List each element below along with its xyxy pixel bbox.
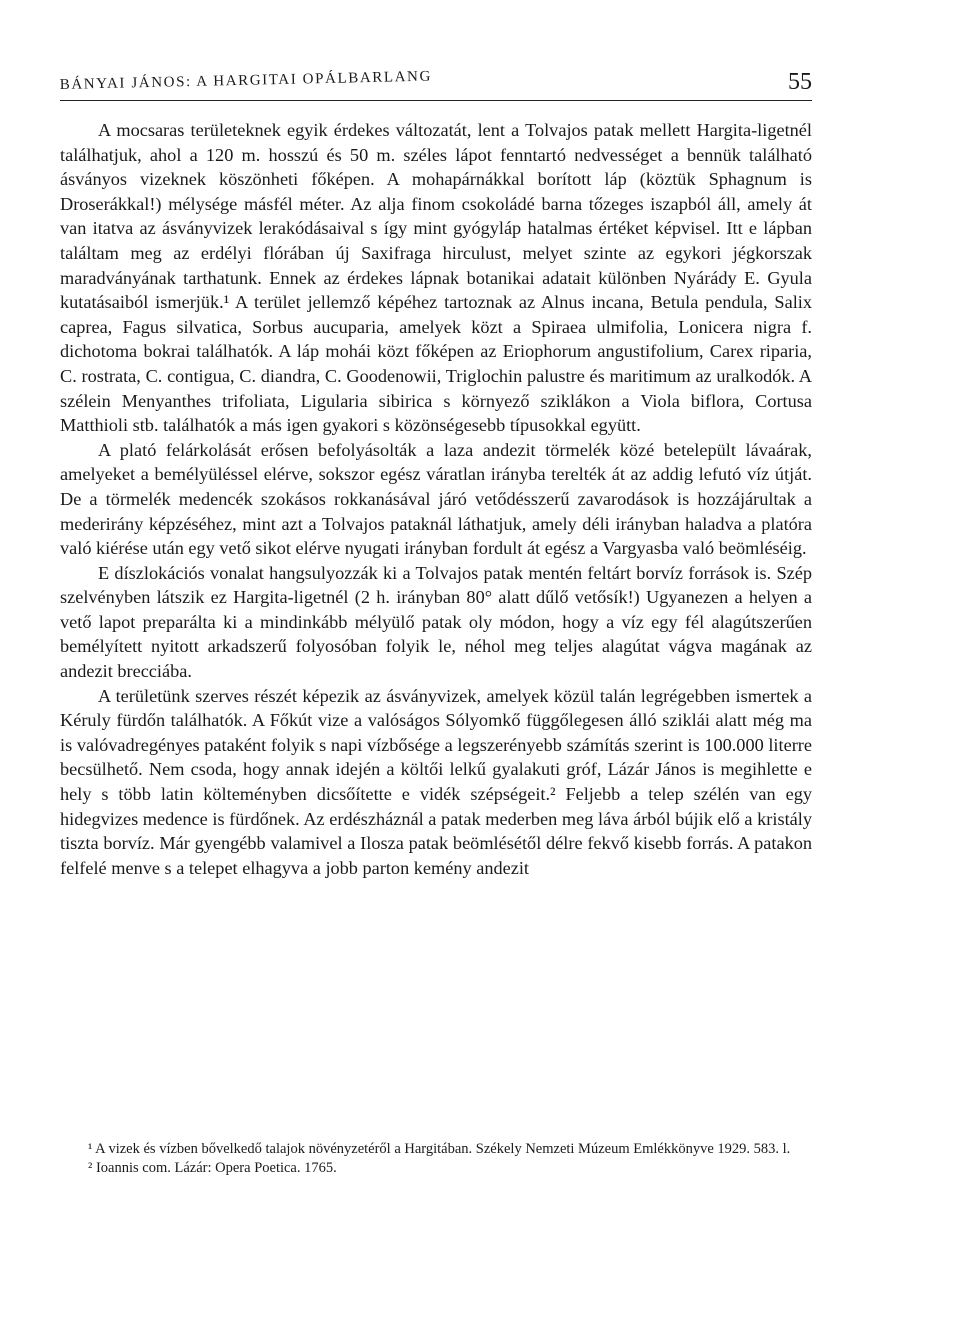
page-number: 55 <box>788 69 812 95</box>
footnote: ¹ A vizek és vízben bővelkedő talajok növényzetéről a Hargitában. Székely Nemzeti Múzeum Emlékkönyve 1929. 583. l. <box>88 1141 791 1157</box>
footnote: ² Ioannis com. Lázár: Opera Poetica. 1765. <box>88 1160 337 1176</box>
paragraph: A mocsaras területeknek egyik érdekes változatát, lent a Tolvajos patak mellett Hargita-ligetnél találhatjuk, ahol a 120 m. hosszú és 50 m. széles lápot fenntartó nedvességet a bennük található ásványos vizeknek köszönheti főképen. A mohapárnákkal borított láp (köztük Sphagnum is Droserákkal!) mélysége másfél méter. Az alja finom csokoládé barna tőzeges iszapból áll, amely át van itatva az ásványvizek lerakódásaival s így mint gyógyláp hatalmas értéket képvisel. Itt e lápban találtam meg az erdélyi flórában új Saxifraga hirculust, melyet szinte az egykori jégkorszak maradványának tarthatunk. Ennek az érdekes lápnak botanikai adatait különben Nyárády E. Gyula kutatásaiból ismerjük.¹ A terület jellemző képéhez tartoznak az Alnus incana, Betula pendula, Salix caprea, Fagus silvatica, Sorbus aucuparia, amelyek közt a Spiraea ulmifolia, Lonicera nigra f. dichotoma bokrai találhatók. A láp mohái közt főképen az Eriophorum angustifolium, Carex riparia, C. rostrata, C. contigua, C. diandra, C. Goodenowii, Triglochin palustre és maritimum az uralkodók. A szélein Menyanthes trifoliata, Ligularia sibirica s környező sziklákon a Viola biflora, Cortusa Matthioli stb. találhatók a más igen gyakori s közönségesebb típusokkal együtt. <box>60 120 812 436</box>
page-header <box>60 60 812 101</box>
paragraph: A területünk szerves részét képezik az ásványvizek, amelyek közül talán legrégebben ismertek a Kéruly fürdőn találhatók. A Főkút vize a valóságos Sólyomkő függőlegesen álló sziklái alatt még ma is valóvadregényes pataként folyik s napi vízbősége a legszerényebb számítás szerint is 100.000 literre becsülhető. Nem csoda, hogy annak idején a költői lelkű gyalakuti gróf, Lázár János is megihlette e hely s több latin költeményben dicsőítette e vidék szépségeit.² Feljebb a telep szélén van egy hidegvizes medence is fürdőnek. Az erdészháznál a patak mederben meg láva árból bújik elő a kristály tiszta borvíz. Már gyengébb valamivel a Ilosza patak beömlésétől délre fekvő kisebb forrás. A patakon felfelé menve s a telepet elhagyva a jobb parton kemény andezit <box>60 685 812 878</box>
running-head: BÁNYAI JÁNOS: A HARGITAI OPÁLBARLANG <box>59 68 433 94</box>
paragraph: E díszlokációs vonalat hangsulyozzák ki a Tolvajos patak mentén feltárt borvíz források is. Szép szelvényben látszik ez Hargita-ligetnél (2 h. irányban 80° alatt dűlő vetősík!) Ugyanezen a helyen a vető lapot preparálta ki a mindinkább mélyülő patak oly módon, hogy a víz egy fél alagútszerűen bemélyített nyitott arkadszerű folyosóban folyik le, néhol meg teljes alagútat vágva magának az andezit brecciába. <box>60 562 812 682</box>
footnotes <box>60 1140 812 1178</box>
body-text <box>60 118 812 880</box>
paragraph: A plató felárkolását erősen befolyásolták a laza andezit törmelék közé betelepült lávaárak, amelyeket a bemélyüléssel elérve, sokszor egész váratlan irányba terelték át az addig lefutó víz útját. De a törmelék medencék szokásos rokkanásával járó vetődésszerű zavarodások is hozzájárultak a mederirány képzéséhez, mint azt a Tolvajos pataknál láthatjuk, amely déli irányban haladva a platóra való kiérése után egy vető sikot elérve nyugati irányban fordult át egész a Vargyasba való beömléséig. <box>60 439 812 559</box>
